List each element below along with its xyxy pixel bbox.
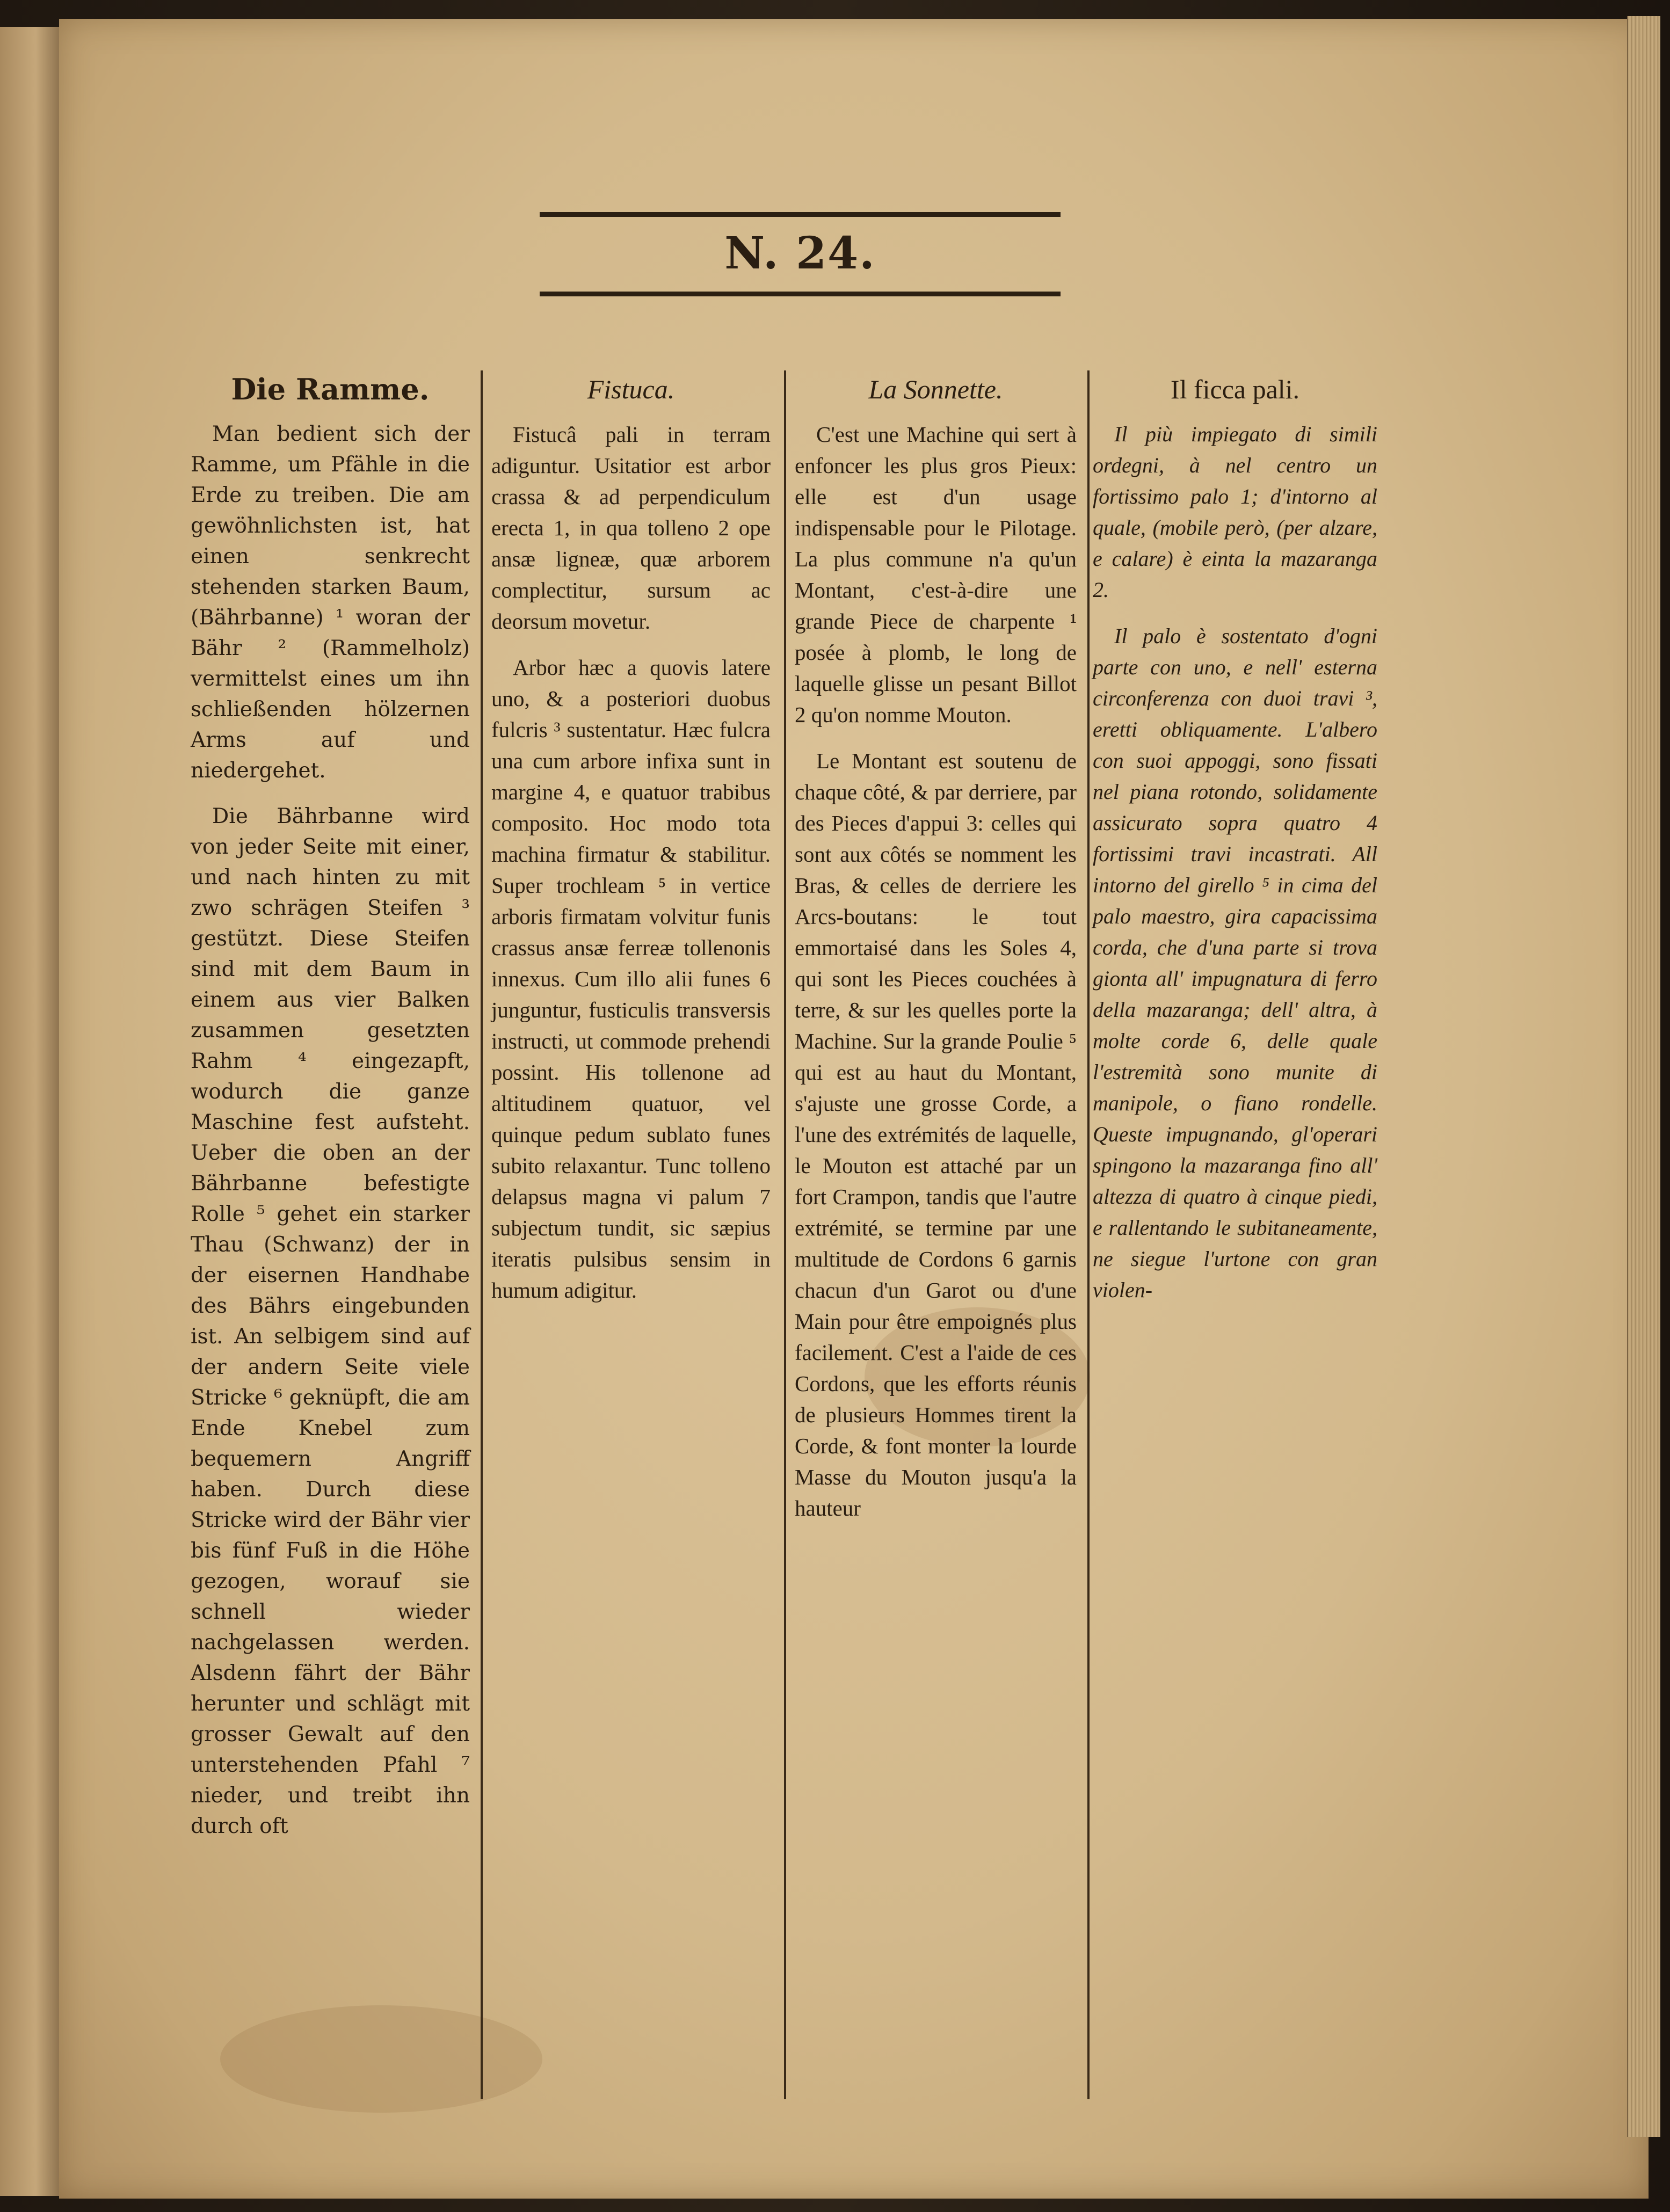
column-divider: [1087, 370, 1090, 2099]
column-title-german: Die Ramme.: [231, 372, 430, 406]
column-body-german: [191, 419, 470, 1842]
column-divider: [784, 370, 786, 2099]
column-french: [795, 370, 1077, 1539]
column-italian: [1093, 370, 1377, 1321]
paragraph: Arbor hæc a quovis latere uno, & a posteriori duobus fulcris ³ sustentatur. Hæc fulcra una cum arbore infixa sunt in margine 4, e quatuor trabibus composito. Hoc modo tota machina firmatur & stabilitur. Super trochleam ⁵ in vertice arboris firmatam volvitur funis crassus ansæ ferreæ tollenonis innexus. Cum illo alii funes 6 junguntur, fusticulis transversis instructi, ut commode prehendi possint. His tollenone ad altitudinem quatuor, vel quinque pedum sublato funes subito relaxantur. Tunc tolleno delapsus magna vi palum 7 subjectum tundit, sic sæpius iteratis pulsibus sensim in humum adigitur.: [491, 655, 771, 1303]
paragraph: Le Montant est soutenu de chaque côté, & par derriere, par des Pieces d'appui 3: celles qui sont aux côtés se nomment les Bras, & celles de derriere les Arcs-boutans: le tout emmortaisé dans les Soles 4, qui sont les Pieces couchées à terre, & sur les quelles porte la Machine. Sur la grande Poulie ⁵ qui est au haut du Montant, s'ajuste une grosse Corde, a l'une des extrémités de laquelle, le Mouton est attaché par un fort Crampon, tandis que l'autre extrémité, se termine par une multitude de Cordons 6 garnis chacun d'un Garot ou d'une Main pour être empoignés plus facilement. C'est a l'aide de ces Cordons, que les efforts réunis de plusieurs Hommes tirent la Corde, & font monter la lourde Masse du Mouton jusqu'a la hauteur: [795, 748, 1077, 1520]
paper-stain: [220, 2005, 542, 2113]
masthead-rule-bottom: [540, 292, 1061, 296]
column-body-italian: [1093, 419, 1377, 1306]
column-body-french: [795, 419, 1077, 1524]
column-latin: [491, 370, 771, 1321]
plate-number-title: N. 24.: [724, 228, 876, 279]
paragraph: Il palo è sostentato d'ogni parte con uno, e nell' esterna circonferenza con duoi travi ³, eretti obliquamente. L'albero con suoi appoggi, sono fissati nel piana rotondo, solidamente assicurato sopra quatro 4 fortissimi travi incastrati. All intorno del girello ⁵ in cima del palo maestro, gira capacissima corda, che d'una parte si trova gionta all' impugnatura di ferro della mazaranga; dell' altra, à molte corde 6, delle quale l'estremità sono munite di manipole, o fiano rondelle. Queste impugnando, gl'operari spingono la mazaranga fino all' altezza di quatro à cinque piedi, e rallentando le subitaneamente, ne siegue l'urtone con gran violen-: [1093, 624, 1377, 1302]
column-german: [191, 370, 470, 1857]
column-body-latin: [491, 419, 771, 1306]
column-divider: [481, 370, 483, 2099]
page-stack-edge: [1627, 16, 1660, 2137]
paragraph: Fistucâ pali in terram adiguntur. Usitatior est arbor crassa & ad perpendiculum erecta 1, in qua tolleno 2 ope ansæ ligneæ, quæ arborem complectitur, sursum ac deorsum movetur.: [491, 422, 771, 634]
paragraph: C'est une Machine qui sert à enfoncer les plus gros Pieux: elle est d'un usage indispensable pour le Pilotage. La plus commune n'a qu'un Montant, c'est-à-dire une grande Piece de charpente ¹ posée à plomb, le long de laquelle glisse un pesant Billot 2 qu'on nomme Mouton.: [795, 422, 1077, 727]
masthead: [540, 212, 1061, 298]
column-title-latin: Fistuca.: [587, 374, 675, 404]
masthead-rule-top: [540, 212, 1061, 217]
paragraph: Man bedient sich der Ramme, um Pfähle in die Erde zu treiben. Die am gewöhnlichsten ist, hat einen senkrecht stehenden starken Baum, (Bährbanne) ¹ woran der Bähr ² (Rammelholz) vermittelst eines um ihn schließenden hölzernen Arms auf und niedergehet.: [191, 422, 470, 783]
column-title-french: La Sonnette.: [868, 374, 1003, 404]
paragraph: Il più impiegato di simili ordegni, à nel centro un fortissimo palo 1; d'intorno al quale, (mobile però, (per alzare, e calare) è einta la mazaranga 2.: [1093, 422, 1377, 602]
column-title-italian: Il ficca pali.: [1170, 374, 1300, 404]
paragraph: Die Bährbanne wird von jeder Seite mit einer, und nach hinten zu mit zwo schrägen Steifen ³ gestützt. Diese Steifen sind mit dem Baum in einem aus vier Balken zusammen gesetzten Rahm ⁴ eingezapft, wodurch die ganze Maschine fest aufsteht. Ueber die oben an der Bährbanne befestigte Rolle ⁵ gehet ein starker Thau (Schwanz) der in der eisernen Handhabe des Bährs eingebunden ist. An selbigem sind auf der andern Seite viele Stricke ⁶ geknüpft, die am Ende Knebel zum bequemern Angriff haben. Durch diese Stricke wird der Bähr vier bis fünf Fuß in die Höhe gezogen, worauf sie schnell wieder nachgelassen werden. Alsdenn fährt der Bähr herunter und schlägt mit grosser Gewalt auf den unterstehenden Pfahl ⁷ nieder, und treibt ihn durch oft: [191, 804, 470, 1838]
facing-page-edge: [0, 27, 61, 2196]
